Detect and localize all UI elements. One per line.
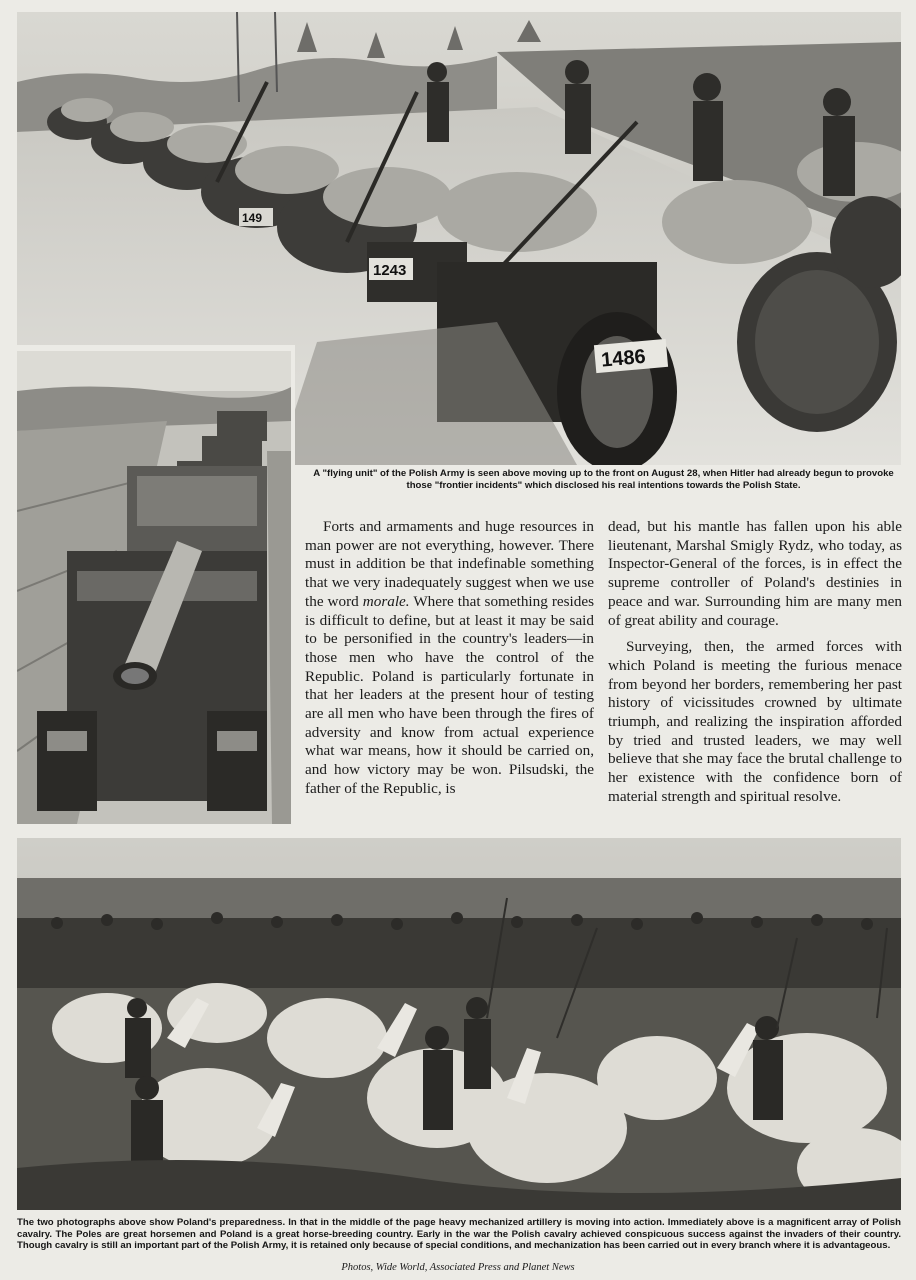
plate-1486: 1486 <box>600 345 647 372</box>
article-column-right <box>608 518 902 807</box>
cavalry-image <box>17 838 901 1210</box>
article-paragraph <box>305 518 594 799</box>
article-column-left <box>305 518 594 799</box>
caption-bottom-photos: The two photographs above show Poland's preparedness. In that in the middle of the page heavy mechanized artillery is moving into action. Immediately above is a magnificent array of Polish cavalry. The Poles are great horsemen and Poland is a great horse-breeding country. Early in the war the Polish cavalry achieved conspicuous success against the invaders of their country. Though cavalry is still an important part of the Polish Army, it is retained only because of special conditions, and mechanization has been carried out in every branch where it is advantageous. <box>17 1217 901 1251</box>
text-run: Forts and armaments and huge resources in man power are not everything, however. There must in addition be that indefinable something that we very inadequately suggest when we use the word <box>305 518 594 610</box>
text-run: Where that something resides is difficult to define, but at least it may be said to be personified in the country's leaders—in those men who have the control of the Republic. Poland is particularly fortunate in that her leaders at the present hour of testing are all men who have been through the fires of adversity and know from actual experience what war means, how it should be carried on, and how victory may be won. Pilsudski, the father of the Republic, is <box>305 592 594 797</box>
photo-polish-cavalry <box>17 838 901 1210</box>
plate-149: 149 <box>242 211 263 225</box>
article-paragraph: dead, but his mantle has fallen upon his able lieutenant, Marshal Smigly Rydz, who today, as Inspector-General of the forces, is in effect the supreme controller of Poland's destinies in peace and war. Surrounding him are many men of great ability and courage. <box>608 518 902 629</box>
italic-word: morale. <box>362 592 410 610</box>
caption-top-photo: A "flying unit" of the Polish Army is seen above moving up to the front on August 28, when Hitler had already begun to provoke those "frontier incidents" which disclosed his real intentions towards the Polish State. <box>313 468 894 491</box>
photo-mechanized-artillery <box>17 345 295 828</box>
article-paragraph: Surveying, then, the armed forces with which Poland is meeting the furious menace from beyond her borders, remembering her past history of vicissitudes crowned by ultimate triumph, and realizing the inspiration afforded by tried and trusted leaders, we may well believe that she may face the brutal challenge to her existence with the confidence born of material strength and spiritual resolve. <box>608 638 902 805</box>
artillery-image <box>17 351 291 824</box>
plate-1243: 1243 <box>373 262 407 279</box>
photo-credits: Photos, Wide World, Associated Press and Planet News <box>341 1262 575 1273</box>
